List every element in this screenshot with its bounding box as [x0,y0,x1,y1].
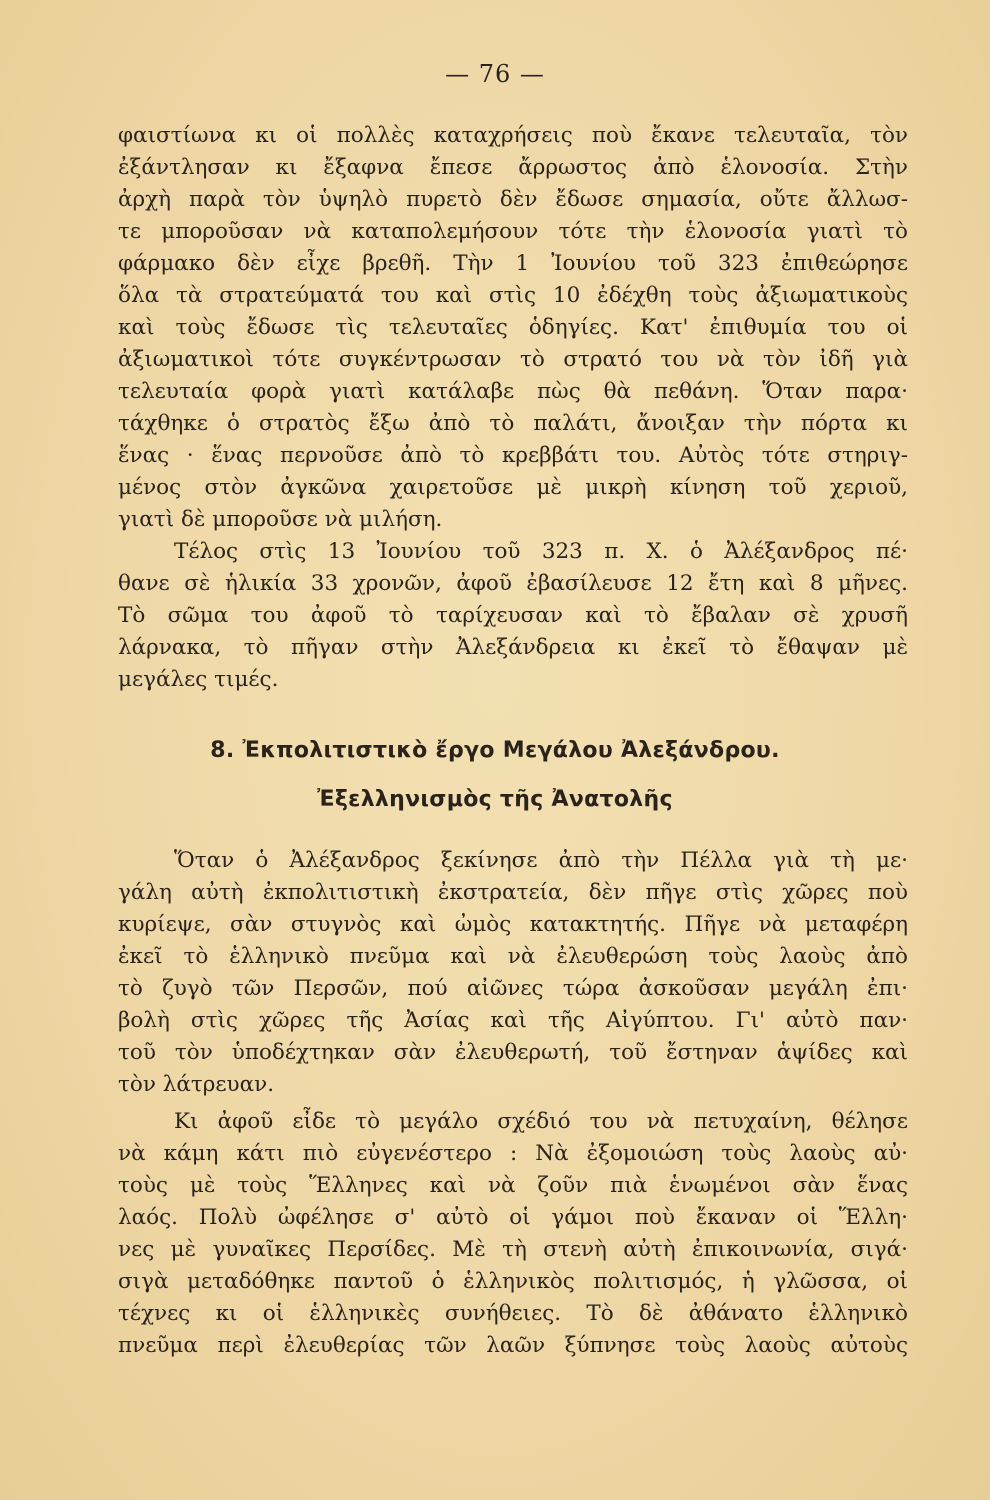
text-line: Τέλος στὶς 13 Ἰουνίου τοῦ 323 π. Χ. ὁ Ἀλέξανδρος πέ· [174,539,908,564]
text-line: μένος στὸν ἀγκῶνα χαιρετοῦσε μὲ μικρὴ κίνηση τοῦ χεριοῦ, [118,475,908,500]
text-line: γάλη αὐτὴ ἐκπολιτιστικὴ ἐκστρατεία, δὲν πῆγε στὶς χῶρες ποὺ [118,880,908,905]
text-line: ἐξάντλησαν κι ἔξαφνα ἔπεσε ἄρρωστος ἀπὸ ἑλονοσία. Στὴν [118,155,908,180]
text-line: τέχνες κι οἱ ἑλληνικὲς συνήθειες. Τὸ δὲ ἀθάνατο ἑλληνικὸ [118,1301,908,1326]
text-line: μεγάλες τιμές. [118,667,279,692]
text-line: Τὸ σῶμα του ἀφοῦ τὸ ταρίχευσαν καὶ τὸ ἔβαλαν σὲ χρυσῆ [118,603,908,628]
text-line: τοὺς μὲ τοὺς Ἕλληνες καὶ νὰ ζοῦν πιὰ ἑνωμένοι σὰν ἕνας [118,1173,908,1198]
text-line: νες μὲ γυναῖκες Περσίδες. Μὲ τὴ στενὴ αὐτὴ ἐπικοινωνία, σιγά· [118,1237,908,1262]
text-line: σιγὰ μεταδόθηκε παντοῦ ὁ ἑλληνικὸς πολιτισμός, ἡ γλῶσσα, οἱ [118,1269,908,1294]
text-line: ἕνας · ἕνας περνοῦσε ἀπὸ τὸ κρεββάτι του. Αὐτὸς τότε στηριγ- [118,443,908,468]
text-line: φάρμακο δὲν εἶχε βρεθῆ. Τὴν 1 Ἰουνίου τοῦ 323 ἐπιθεώρησε [118,251,908,276]
text-line: ἐκεῖ τὸ ἑλληνικὸ πνεῦμα καὶ νὰ ἐλευθερώση τοὺς λαοὺς ἀπὸ [118,944,908,969]
text-line: τὸν λάτρευαν. [118,1072,275,1097]
text-line: βολὴ στὶς χῶρες τῆς Ἀσίας καὶ τῆς Αἰγύπτου. Γι' αὐτὸ παν· [118,1008,908,1033]
section-heading: 8. Ἐκπολιτιστικὸ ἔργο Μεγάλου Ἀλεξάνδρου. [210,738,780,763]
text-line: Ὅταν ὁ Ἀλέξανδρος ξεκίνησε ἀπὸ τὴν Πέλλα γιὰ τὴ με· [174,848,908,873]
text-line: γιατὶ δὲ μποροῦσε νὰ μιλήση. [118,507,443,532]
text-line: νὰ κάμη κάτι πιὸ εὐγενέστερο : Νὰ ἐξομοιώση τοὺς λαοὺς αὐ· [118,1141,908,1166]
text-line: τοῦ τὸν ὑποδέχτηκαν σὰν ἐλευθερωτή, τοῦ ἔστηναν ἁψίδες καὶ [118,1040,908,1065]
section-subheading: Ἐξελληνισμὸς τῆς Ἀνατολῆς [317,787,673,812]
text-line: λάρνακα, τὸ πῆγαν στὴν Ἀλεξάνδρεια κι ἐκεῖ τὸ ἔθαψαν μὲ [118,635,908,660]
text-line: θανε σὲ ἡλικία 33 χρονῶν, ἀφοῦ ἐβασίλευσε 12 ἔτη καὶ 8 μῆνες. [118,571,908,596]
text-line: πνεῦμα περὶ ἐλευθερίας τῶν λαῶν ξύπνησε τοὺς λαοὺς αὐτοὺς [118,1333,908,1358]
text-line: Κι ἀφοῦ εἶδε τὸ μεγάλο σχέδιό του νὰ πετυχαίνη, θέλησε [174,1109,908,1134]
text-line: τάχθηκε ὁ στρατὸς ἔξω ἀπὸ τὸ παλάτι, ἄνοιξαν τὴν πόρτα κι [118,411,908,436]
text-line: ἀρχὴ παρὰ τὸν ὑψηλὸ πυρετὸ δὲν ἔδωσε σημασία, οὔτε ἄλλωσ- [118,187,908,212]
text-line: καὶ τοὺς ἔδωσε τὶς τελευταῖες ὁδηγίες. Κατ' ἐπιθυμία του οἱ [118,315,908,340]
text-line: τελευταία φορὰ γιατὶ κατάλαβε πὼς θὰ πεθάνη. Ὅταν παρα· [118,379,908,404]
text-line: ὅλα τὰ στρατεύματά του καὶ στὶς 10 ἐδέχθη τοὺς ἀξιωματικοὺς [118,283,908,308]
text-line: λαός. Πολὺ ὠφέλησε σ' αὐτὸ οἱ γάμοι ποὺ ἔκαναν οἱ Ἕλλη· [118,1205,908,1230]
text-line: κυρίεψε, σὰν στυγνὸς καὶ ὠμὸς κατακτητής. Πῆγε νὰ μεταφέρη [118,912,908,937]
text-line: τε μποροῦσαν νὰ καταπολεμήσουν τότε τὴν ἑλονοσία γιατὶ τὸ [118,219,908,244]
text-line: ἀξιωματικοὶ τότε συγκέντρωσαν τὸ στρατό του νὰ τὸν ἰδῆ γιὰ [118,347,908,372]
text-line: τὸ ζυγὸ τῶν Περσῶν, πού αἰῶνες τώρα ἀσκοῦσαν μεγάλη ἐπι· [118,976,908,1001]
page-number: — 76 — [445,60,545,88]
text-line: φαιστίωνα κι οἱ πολλὲς καταχρήσεις ποὺ ἔκανε τελευταῖα, τὸν [118,123,908,148]
